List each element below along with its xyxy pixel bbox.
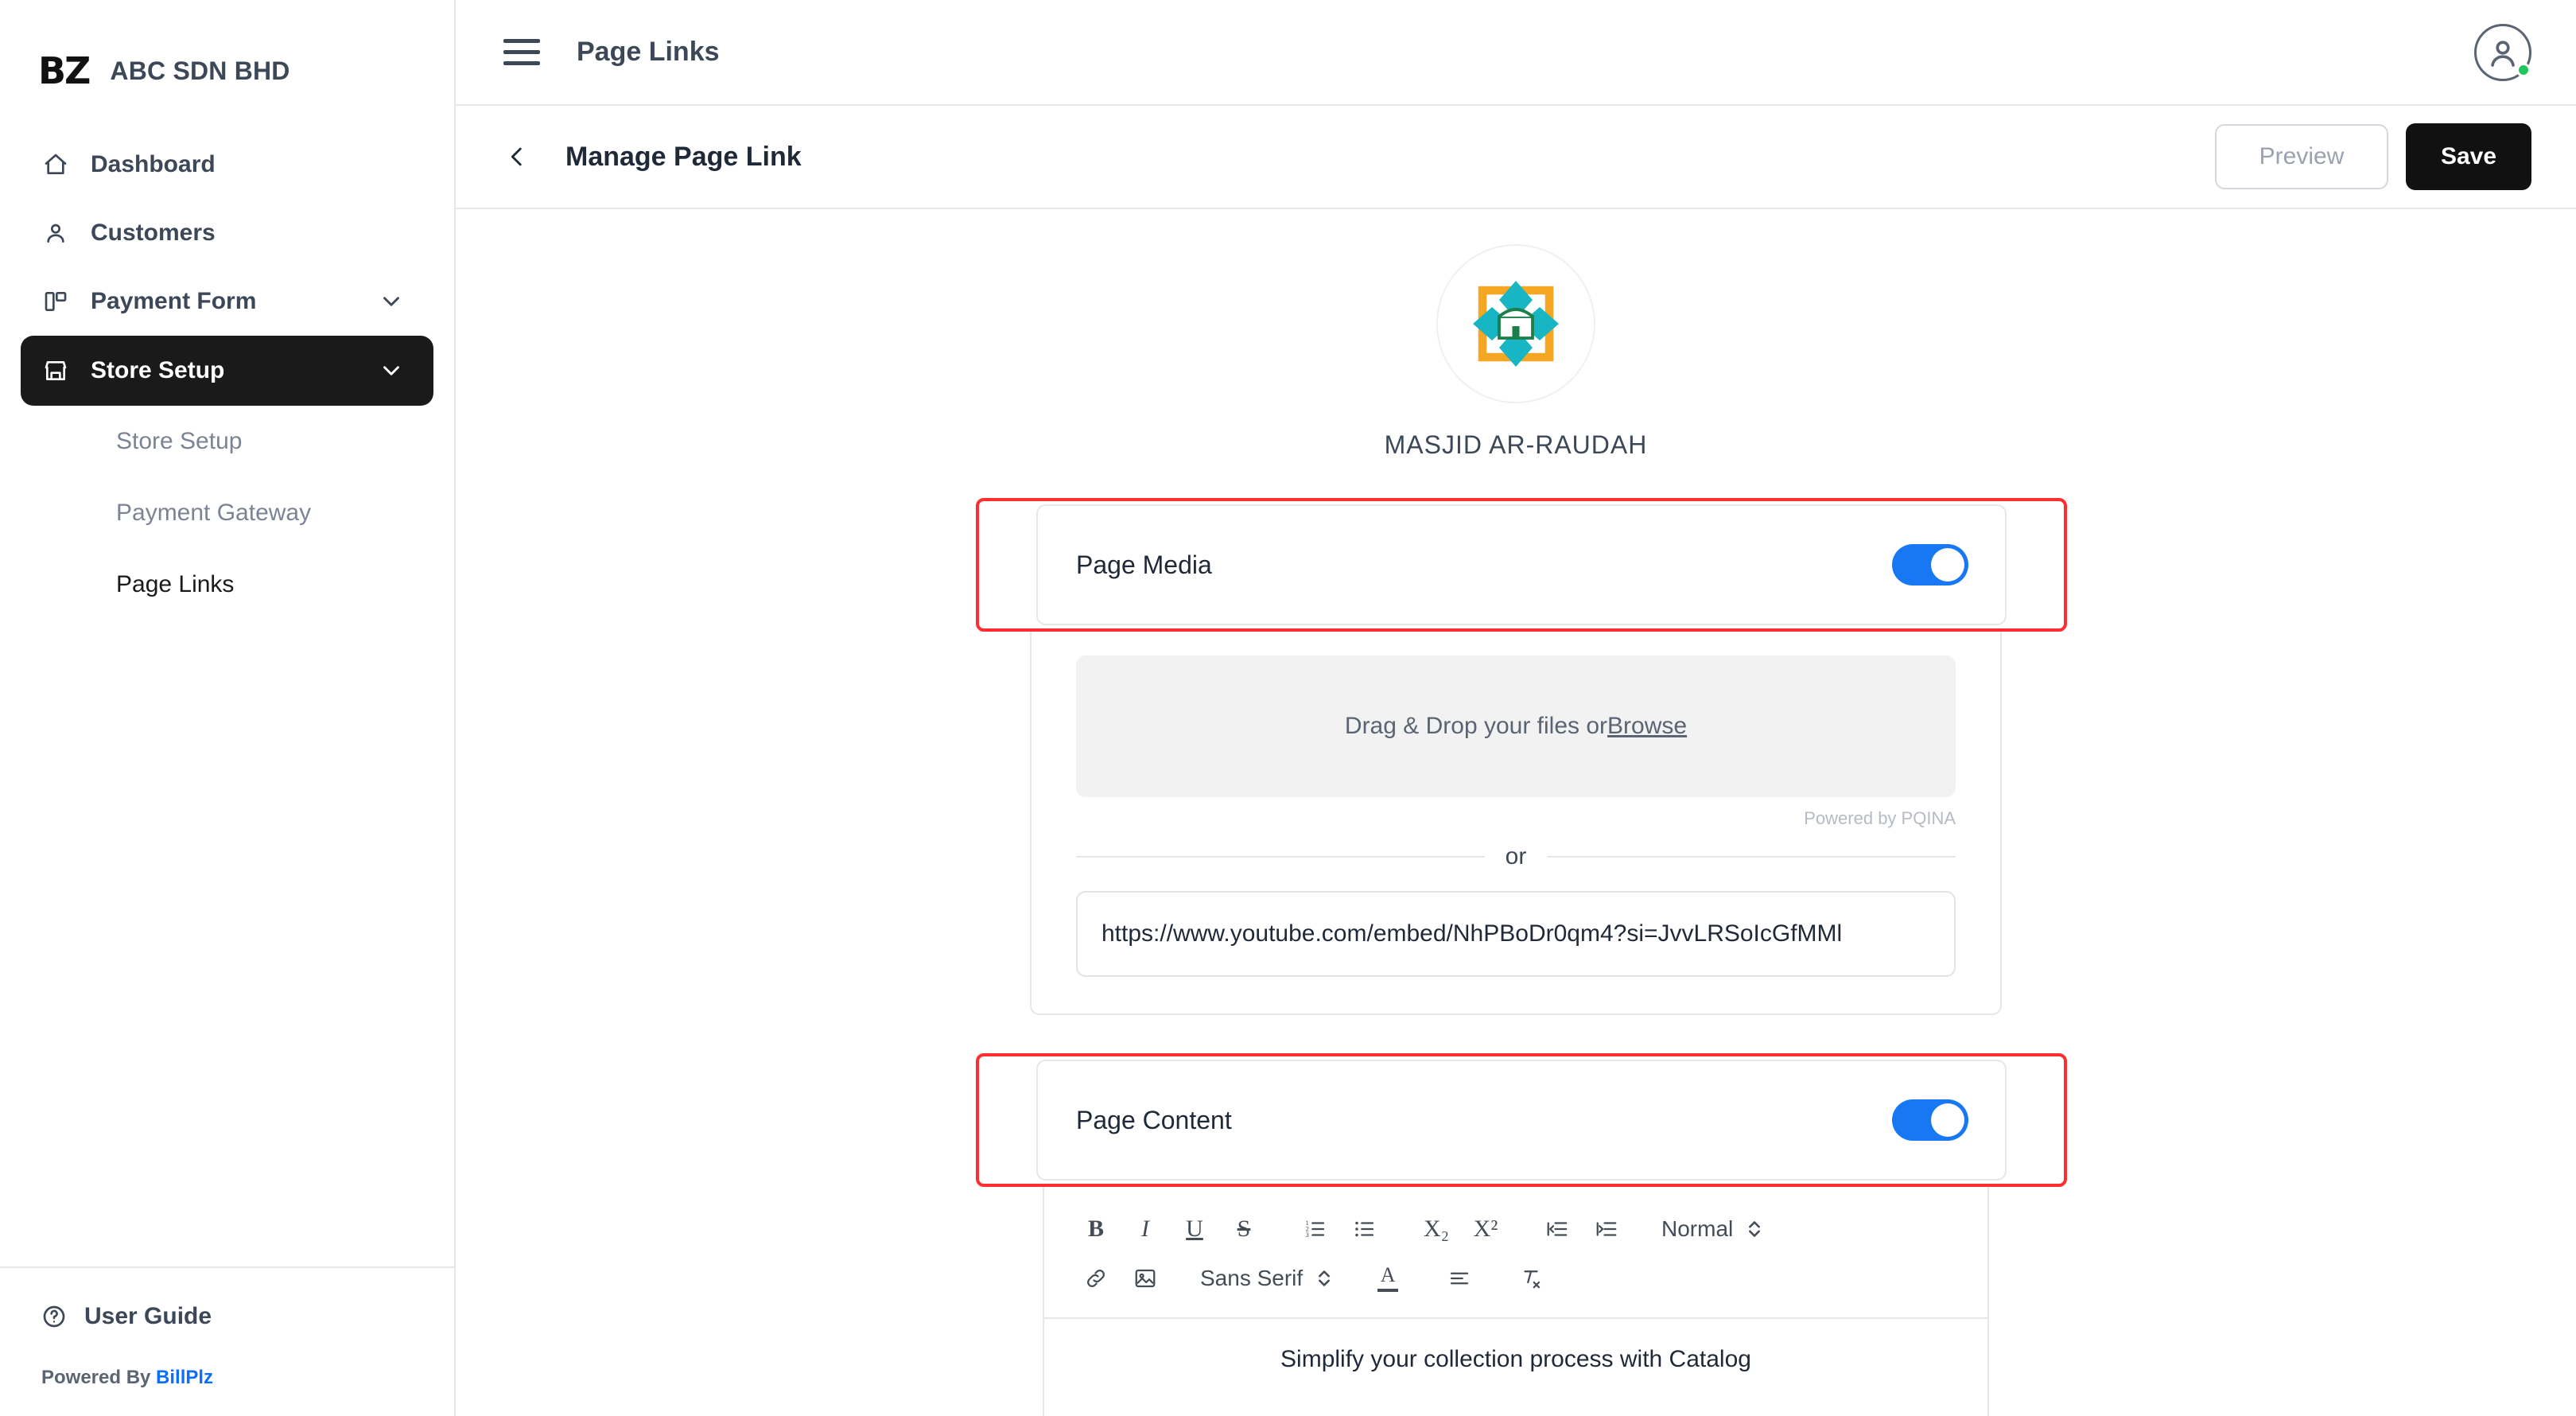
toolbar-row-2 [1071, 1254, 1960, 1303]
chevron-updown-icon [1315, 1265, 1333, 1292]
page-content-toggle[interactable] [1892, 1099, 1968, 1141]
bullet-list-icon[interactable] [1340, 1207, 1389, 1251]
sidebar-subitem-label: Store Setup [116, 428, 243, 454]
font-family-value: Sans Serif [1200, 1266, 1304, 1290]
bold-button[interactable]: B [1087, 1216, 1104, 1242]
sidebar-nav [0, 130, 454, 620]
editor-text: Simplify your collection process with Catalog [1280, 1346, 1751, 1372]
font-color-button[interactable] [1363, 1256, 1412, 1301]
align-icon[interactable] [1435, 1256, 1484, 1301]
sidebar-subitem-store-setup[interactable] [0, 406, 454, 477]
sidebar-item-label: Payment Form [91, 288, 257, 314]
dropzone-text: Drag & Drop your files or [1344, 713, 1608, 739]
user-guide-label: User Guide [84, 1303, 212, 1329]
back-button[interactable] [503, 143, 530, 170]
brand-logo: BZ [38, 49, 90, 92]
topbar [456, 0, 2576, 106]
sidebar [0, 0, 456, 1416]
online-status-dot [2516, 63, 2531, 77]
subbar-actions [2215, 123, 2531, 190]
page-content-header [1036, 1060, 2007, 1181]
underline-button[interactable]: U [1186, 1216, 1203, 1242]
strikethrough-button[interactable]: S [1237, 1216, 1251, 1242]
store-icon [41, 358, 70, 383]
svg-text:3: 3 [1305, 1231, 1309, 1239]
heading-select-value: Normal [1661, 1216, 1734, 1241]
sidebar-footer [0, 1266, 454, 1416]
sidebar-subitem-payment-gateway[interactable] [0, 477, 454, 549]
preview-button[interactable]: Preview [2215, 124, 2388, 189]
sidebar-item-dashboard[interactable] [0, 130, 454, 199]
ordered-list-icon[interactable] [1291, 1207, 1340, 1251]
toolbar-row-1 [1071, 1204, 1960, 1254]
brand [0, 0, 454, 100]
powered-by [0, 1330, 454, 1389]
subbar [456, 106, 2576, 209]
divider-line-right [1547, 856, 1956, 858]
section-title: Manage Page Link [565, 141, 802, 172]
save-button[interactable]: Save [2406, 123, 2531, 190]
chevron-updown-icon [1746, 1216, 1763, 1243]
sidebar-item-customers[interactable] [0, 199, 454, 267]
browse-link[interactable]: Browse [1607, 713, 1688, 739]
font-color-swatch [1377, 1289, 1398, 1292]
sidebar-item-label: Customers [91, 220, 216, 246]
page-media-title: Page Media [1076, 550, 1212, 579]
link-icon[interactable] [1071, 1256, 1121, 1301]
page-media-header [1036, 504, 2007, 625]
main-area [456, 0, 2576, 1416]
sidebar-subitem-label: Page Links [116, 571, 235, 597]
page-media-card [1030, 460, 2002, 1015]
form-icon [41, 289, 70, 314]
store-logo [1438, 246, 1594, 402]
powered-by-prefix: Powered By [41, 1367, 157, 1388]
hamburger-icon[interactable] [503, 39, 540, 65]
editor-toolbar [1043, 1187, 1989, 1319]
sidebar-item-payment-form[interactable] [0, 267, 454, 336]
toggle-knob [1931, 1103, 1964, 1137]
user-icon [41, 220, 70, 246]
page-content-card [1030, 1015, 2002, 1416]
powered-by-brand: BillPlz [156, 1367, 214, 1388]
or-divider [1076, 843, 1956, 870]
or-label: or [1505, 843, 1527, 869]
outdent-icon[interactable] [1533, 1207, 1582, 1251]
store-name: MASJID AR-RAUDAH [1384, 430, 1648, 459]
sidebar-item-store-setup[interactable] [21, 336, 433, 406]
sidebar-subitem-label: Payment Gateway [116, 500, 312, 526]
heading-select[interactable] [1653, 1216, 1771, 1243]
avatar[interactable] [2474, 24, 2531, 81]
page-media-body [1030, 632, 2002, 1015]
help-circle-icon [41, 1304, 67, 1329]
italic-button[interactable]: I [1141, 1216, 1149, 1242]
subscript-button[interactable]: X₂ [1423, 1216, 1450, 1242]
font-family-select[interactable] [1192, 1265, 1341, 1292]
sidebar-subitem-page-links[interactable] [0, 549, 454, 620]
svg-text:2: 2 [1305, 1224, 1309, 1233]
home-icon [41, 152, 70, 177]
page-media-toggle[interactable] [1892, 544, 1968, 585]
editor-content[interactable] [1043, 1319, 1989, 1416]
superscript-button[interactable]: X² [1473, 1216, 1498, 1242]
page-media-highlight [976, 498, 2067, 632]
chevron-down-icon[interactable] [378, 357, 405, 384]
font-color-letter: A [1380, 1263, 1396, 1286]
file-dropzone[interactable] [1076, 655, 1956, 797]
brand-name: ABC SDN BHD [110, 56, 290, 85]
content-area [456, 209, 2576, 1416]
sidebar-item-label: Dashboard [91, 151, 216, 177]
pqina-credit: Powered by PQINA [1804, 808, 1956, 828]
media-url-input[interactable]: https://www.youtube.com/embed/NhPBoDr0qm4?si=JvvLRSoIcGfMMl [1076, 891, 1956, 977]
sidebar-item-label: Store Setup [91, 357, 225, 383]
page-content-highlight [976, 1053, 2067, 1187]
page-content-title: Page Content [1076, 1105, 1232, 1134]
indent-icon[interactable] [1582, 1207, 1631, 1251]
chevron-down-icon[interactable] [378, 288, 405, 315]
image-icon[interactable] [1121, 1256, 1170, 1301]
divider-line-left [1076, 856, 1485, 858]
page-title: Page Links [577, 37, 720, 67]
page-preview [456, 246, 2576, 1416]
clear-format-icon[interactable] [1506, 1256, 1556, 1301]
user-guide-link[interactable] [0, 1268, 454, 1330]
toggle-knob [1931, 548, 1964, 582]
svg-text:1: 1 [1305, 1219, 1309, 1227]
